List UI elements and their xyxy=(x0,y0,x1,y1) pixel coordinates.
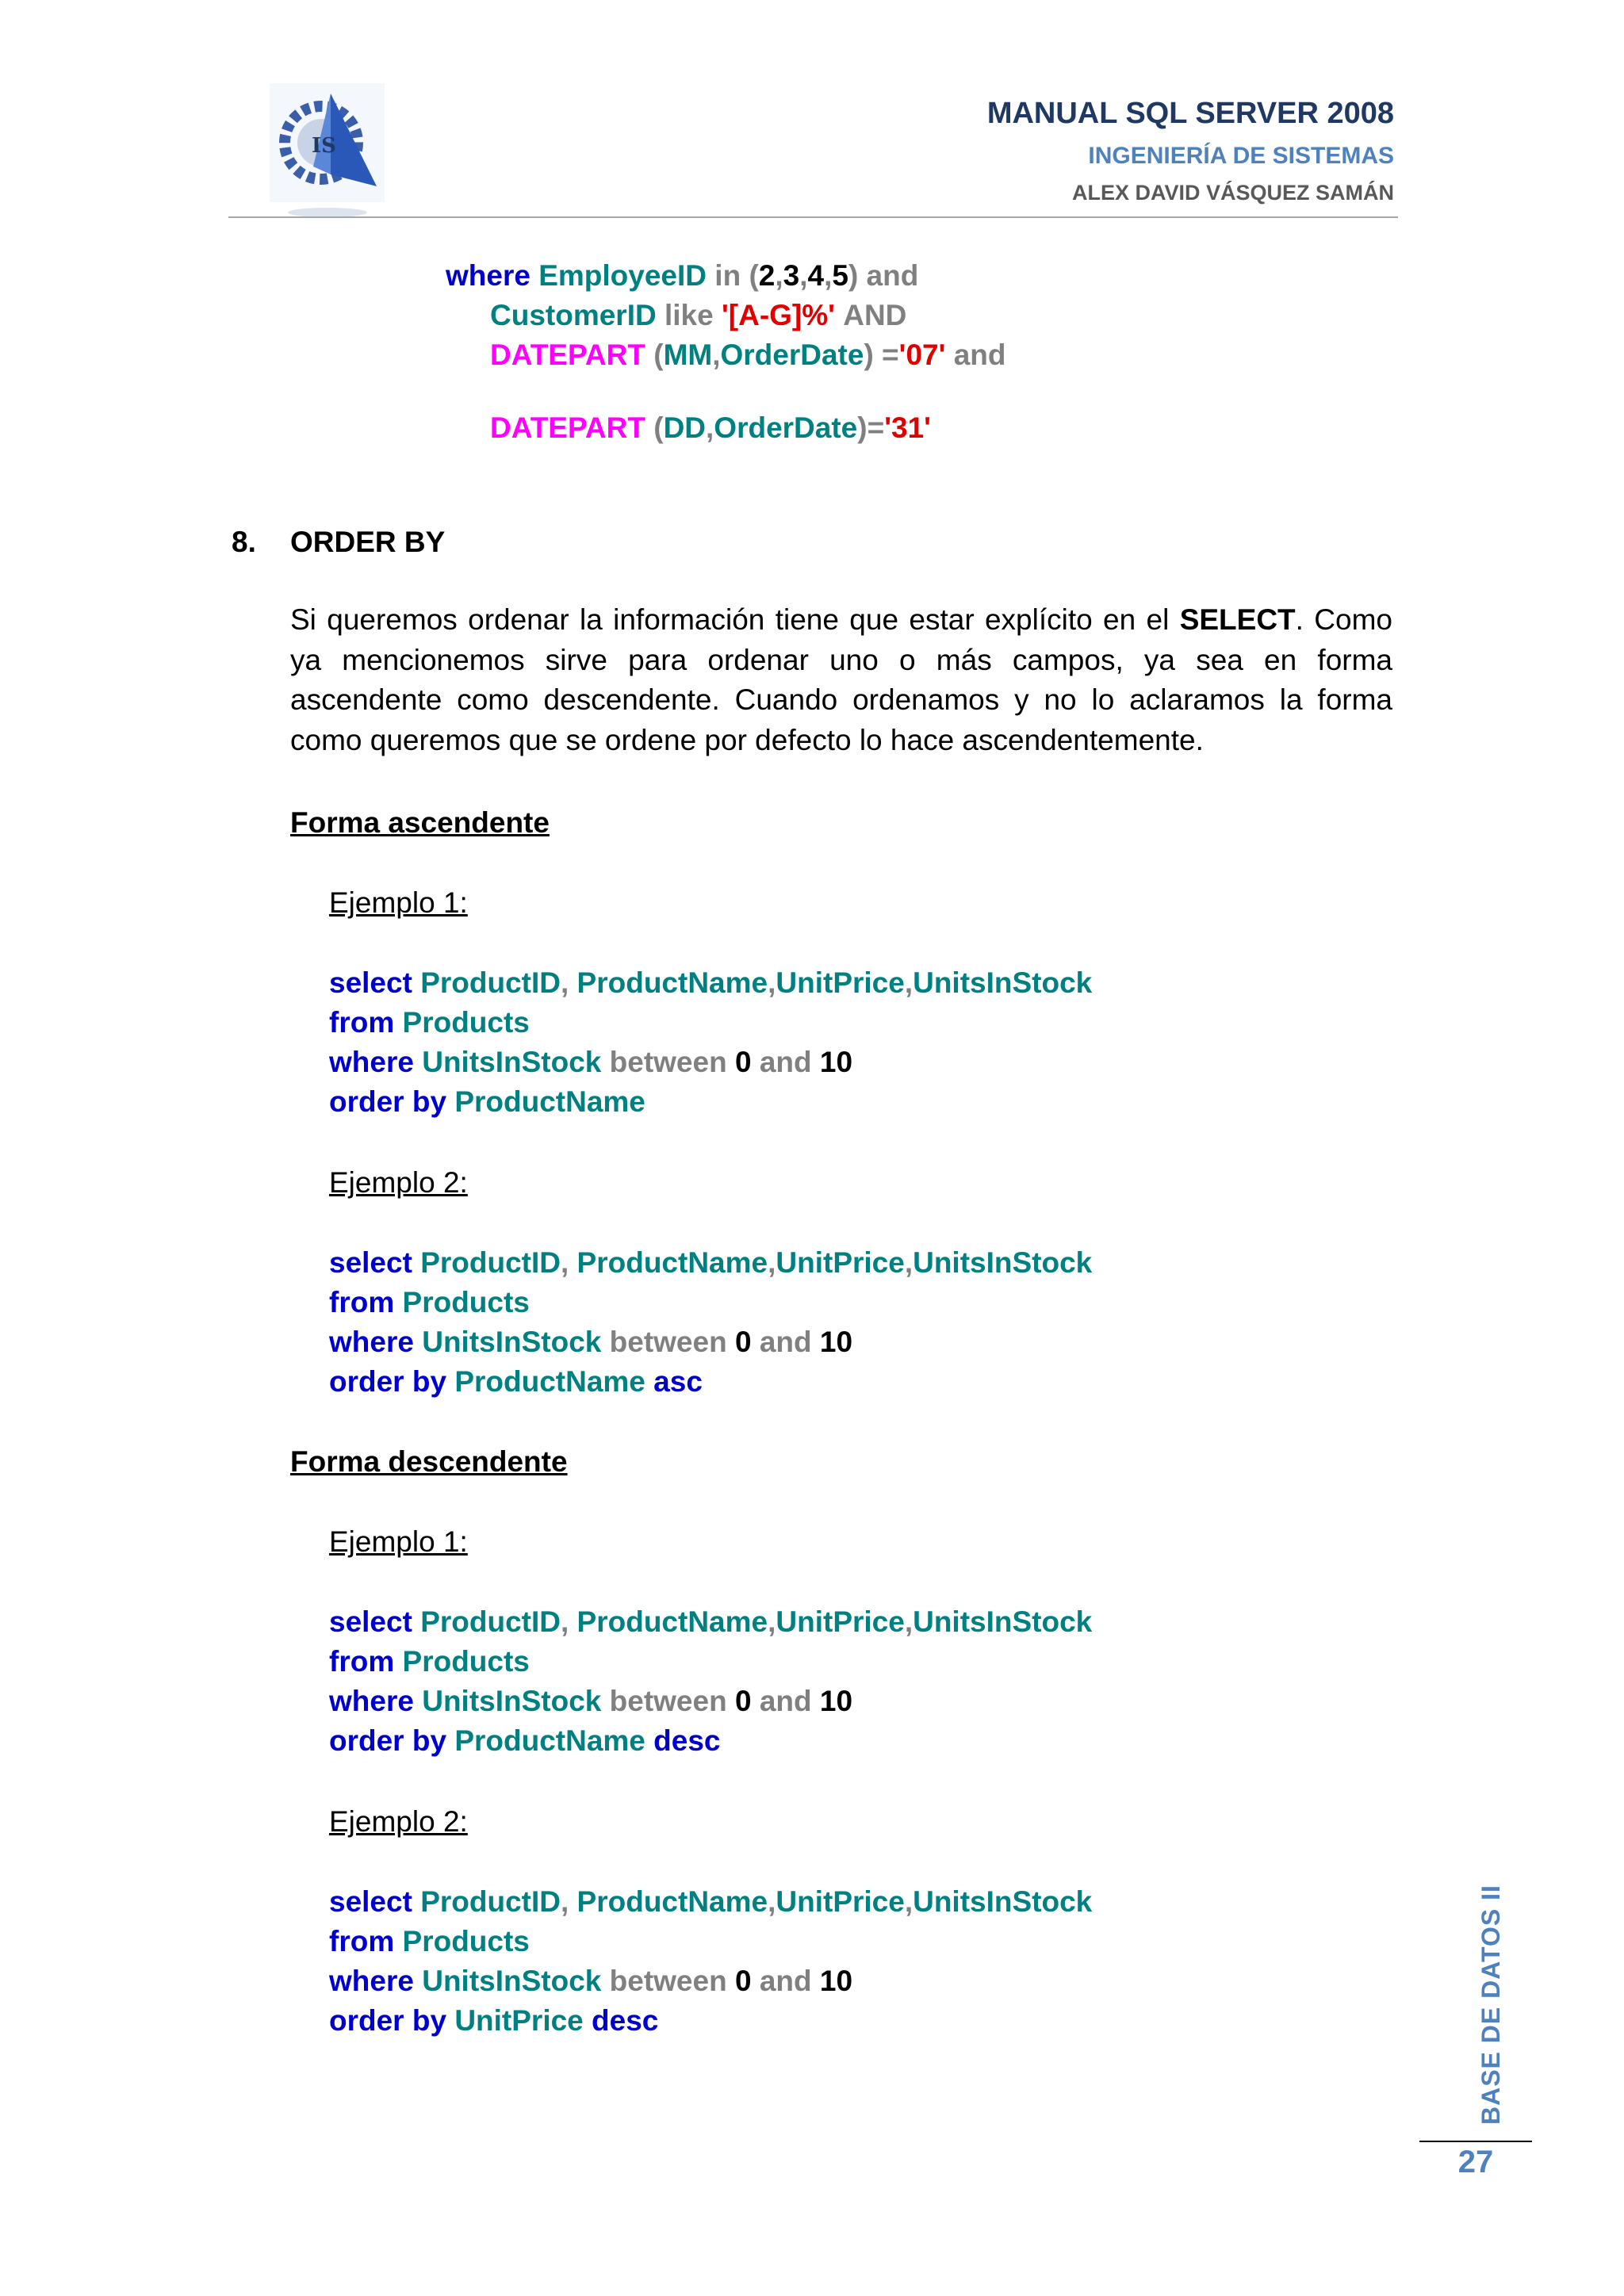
code-line: order by UnitPrice desc xyxy=(329,2004,659,2037)
code-line: from Products xyxy=(329,1006,530,1039)
header-author: ALEX DAVID VÁSQUEZ SAMÁN xyxy=(1071,181,1394,205)
side-tab-title: BASE DE DATOS II xyxy=(1477,1885,1505,2125)
code-line: from Products xyxy=(329,1286,530,1318)
code-line: select ProductID, ProductName,UnitPrice,UnitsInStock xyxy=(329,1246,1093,1279)
code-line: where UnitsInStock between 0 and 10 xyxy=(329,1685,853,1717)
page-number-divider xyxy=(1419,2141,1532,2142)
section-paragraph: Si queremos ordenar la información tiene que estar explícito en el SELECT. Como ya mencionemos sirve para ordenar uno o más campos, ya sea en forma ascendente como descendente. Cuando ordenamos y no lo aclaramos la forma como queremos que se ordene por defecto lo hace ascendentemente. xyxy=(290,603,1392,756)
code-line: DATEPART (DD,OrderDate)='31' xyxy=(490,411,931,444)
institution-logo xyxy=(266,79,389,222)
section-number: 8. xyxy=(232,526,256,558)
code-line: select ProductID, ProductName,UnitPrice,UnitsInStock xyxy=(329,966,1093,999)
code-line: from Products xyxy=(329,1645,530,1678)
subsection-title: Forma descendente xyxy=(290,1445,568,1478)
code-line: CustomerID like '[A-G]%' AND xyxy=(490,299,907,331)
header-subtitle: INGENIERÍA DE SISTEMAS xyxy=(1088,143,1394,169)
code-line: select ProductID, ProductName,UnitPrice,UnitsInStock xyxy=(329,1605,1093,1638)
header-divider xyxy=(228,216,1398,218)
code-line: order by ProductName desc xyxy=(329,1724,721,1757)
example-label: Ejemplo 1: xyxy=(329,1525,468,1558)
code-line: DATEPART (MM,OrderDate) ='07' and xyxy=(490,339,1006,371)
svg-text:IS: IS xyxy=(312,134,336,158)
code-line: order by ProductName asc xyxy=(329,1365,703,1398)
example-label: Ejemplo 1: xyxy=(329,886,468,919)
code-line: order by ProductName xyxy=(329,1085,645,1118)
example-label: Ejemplo 2: xyxy=(329,1166,468,1199)
code-line: where UnitsInStock between 0 and 10 xyxy=(329,1965,853,1997)
page-number: 27 xyxy=(1457,2145,1494,2179)
subsection-title: Forma ascendente xyxy=(290,806,550,839)
code-line: where UnitsInStock between 0 and 10 xyxy=(329,1046,853,1078)
code-line: select ProductID, ProductName,UnitPrice,UnitsInStock xyxy=(329,1885,1093,1918)
section-title: ORDER BY xyxy=(290,526,446,558)
example-label: Ejemplo 2: xyxy=(329,1805,468,1838)
code-line: where EmployeeID in (2,3,4,5) and xyxy=(446,259,919,292)
header-title: MANUAL SQL SERVER 2008 xyxy=(986,97,1394,130)
code-line: from Products xyxy=(329,1925,530,1957)
code-line: where UnitsInStock between 0 and 10 xyxy=(329,1326,853,1358)
